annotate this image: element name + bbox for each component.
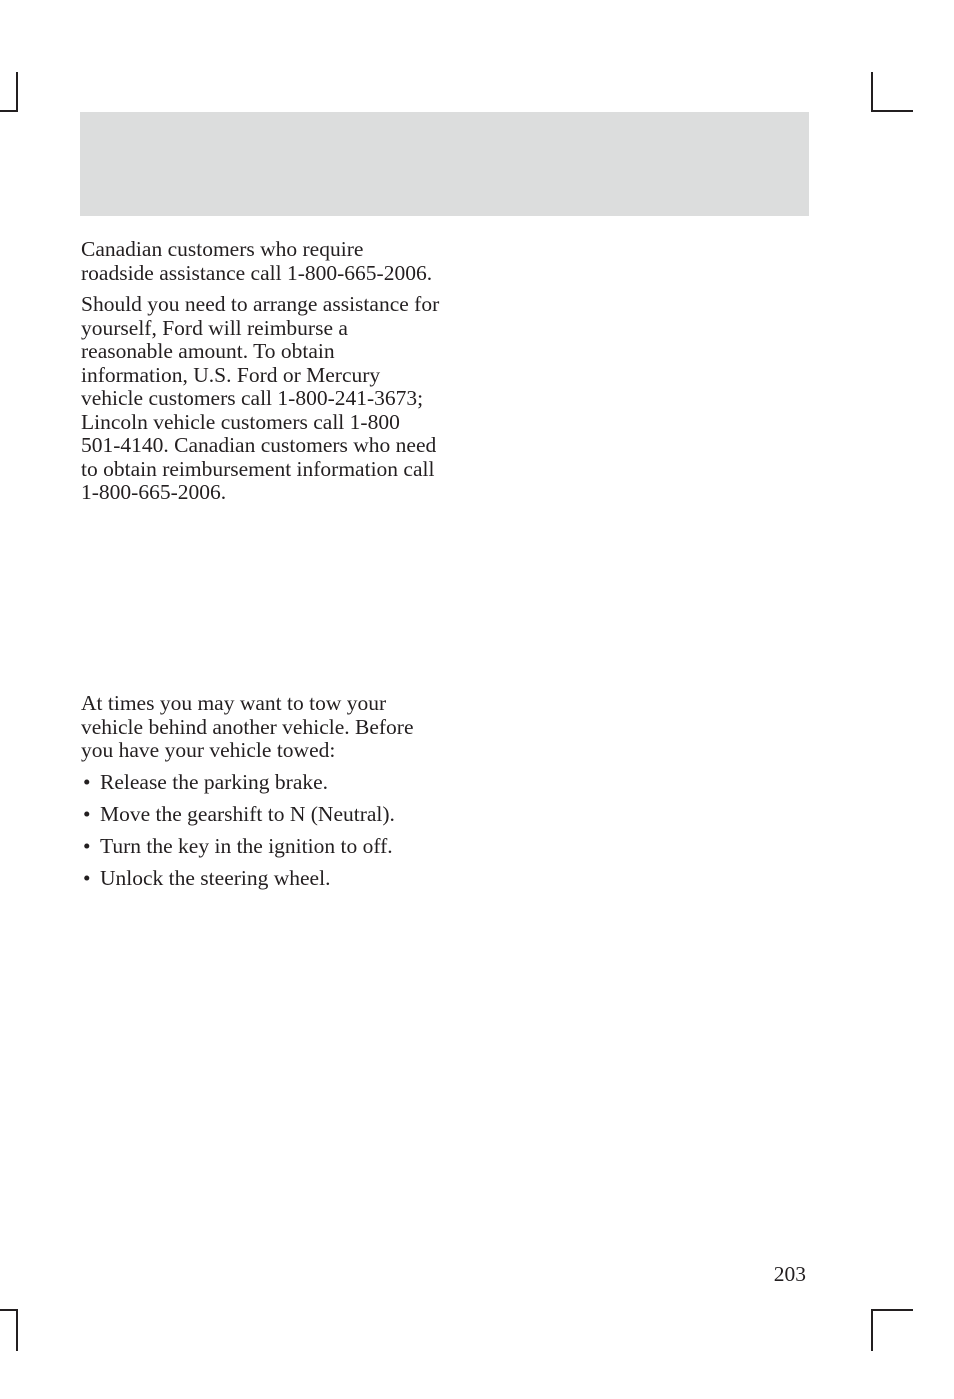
roadside-section: [81, 238, 441, 513]
towing-section: [81, 692, 441, 899]
towing-step-text: Unlock the steering wheel.: [100, 865, 331, 890]
towing-intro-paragraph: At times you may want to tow your vehicle behind another vehicle. Before you have your vehicle towed:: [81, 691, 414, 762]
bullet-icon: •: [83, 833, 91, 858]
list-item: [81, 867, 441, 891]
bullet-icon: •: [83, 865, 91, 890]
list-item: [81, 803, 441, 827]
towing-step-text: Turn the key in the ignition to off.: [100, 833, 393, 858]
towing-step-text: Release the parking brake.: [100, 769, 329, 794]
towing-steps-list: [81, 771, 441, 891]
crop-mark-top-right-horizontal: [871, 110, 913, 112]
crop-mark-top-left-horizontal: [0, 110, 18, 112]
crop-mark-bottom-left-vertical: [16, 1309, 18, 1351]
crop-mark-bottom-left-horizontal: [0, 1309, 18, 1311]
towing-step-text: Move the gearshift to N (Neutral).: [100, 801, 395, 826]
crop-mark-top-right-vertical: [871, 72, 873, 112]
crop-mark-bottom-right-vertical: [871, 1309, 873, 1351]
canadian-roadside-paragraph: Canadian customers who require roadside assistance call 1-800-665-2006.: [81, 237, 433, 285]
crop-mark-top-left-vertical: [16, 72, 18, 112]
crop-mark-bottom-right-horizontal: [871, 1309, 913, 1311]
reimbursement-paragraph: Should you need to arrange assistance for yourself, Ford will reimburse a reasonable amount. To obtain information, U.S. Ford or Mercury vehicle customers call 1-800-241-3673; Lincoln vehicle customers call 1-800 501-4140. Canadian customers who need to obtain reimbursement information call 1-800-665-2006.: [81, 292, 440, 504]
list-item: [81, 771, 441, 795]
page-number: 203: [773, 1262, 806, 1286]
header-band: [80, 112, 809, 216]
bullet-icon: •: [83, 801, 91, 826]
list-item: [81, 835, 441, 859]
bullet-icon: •: [83, 769, 91, 794]
